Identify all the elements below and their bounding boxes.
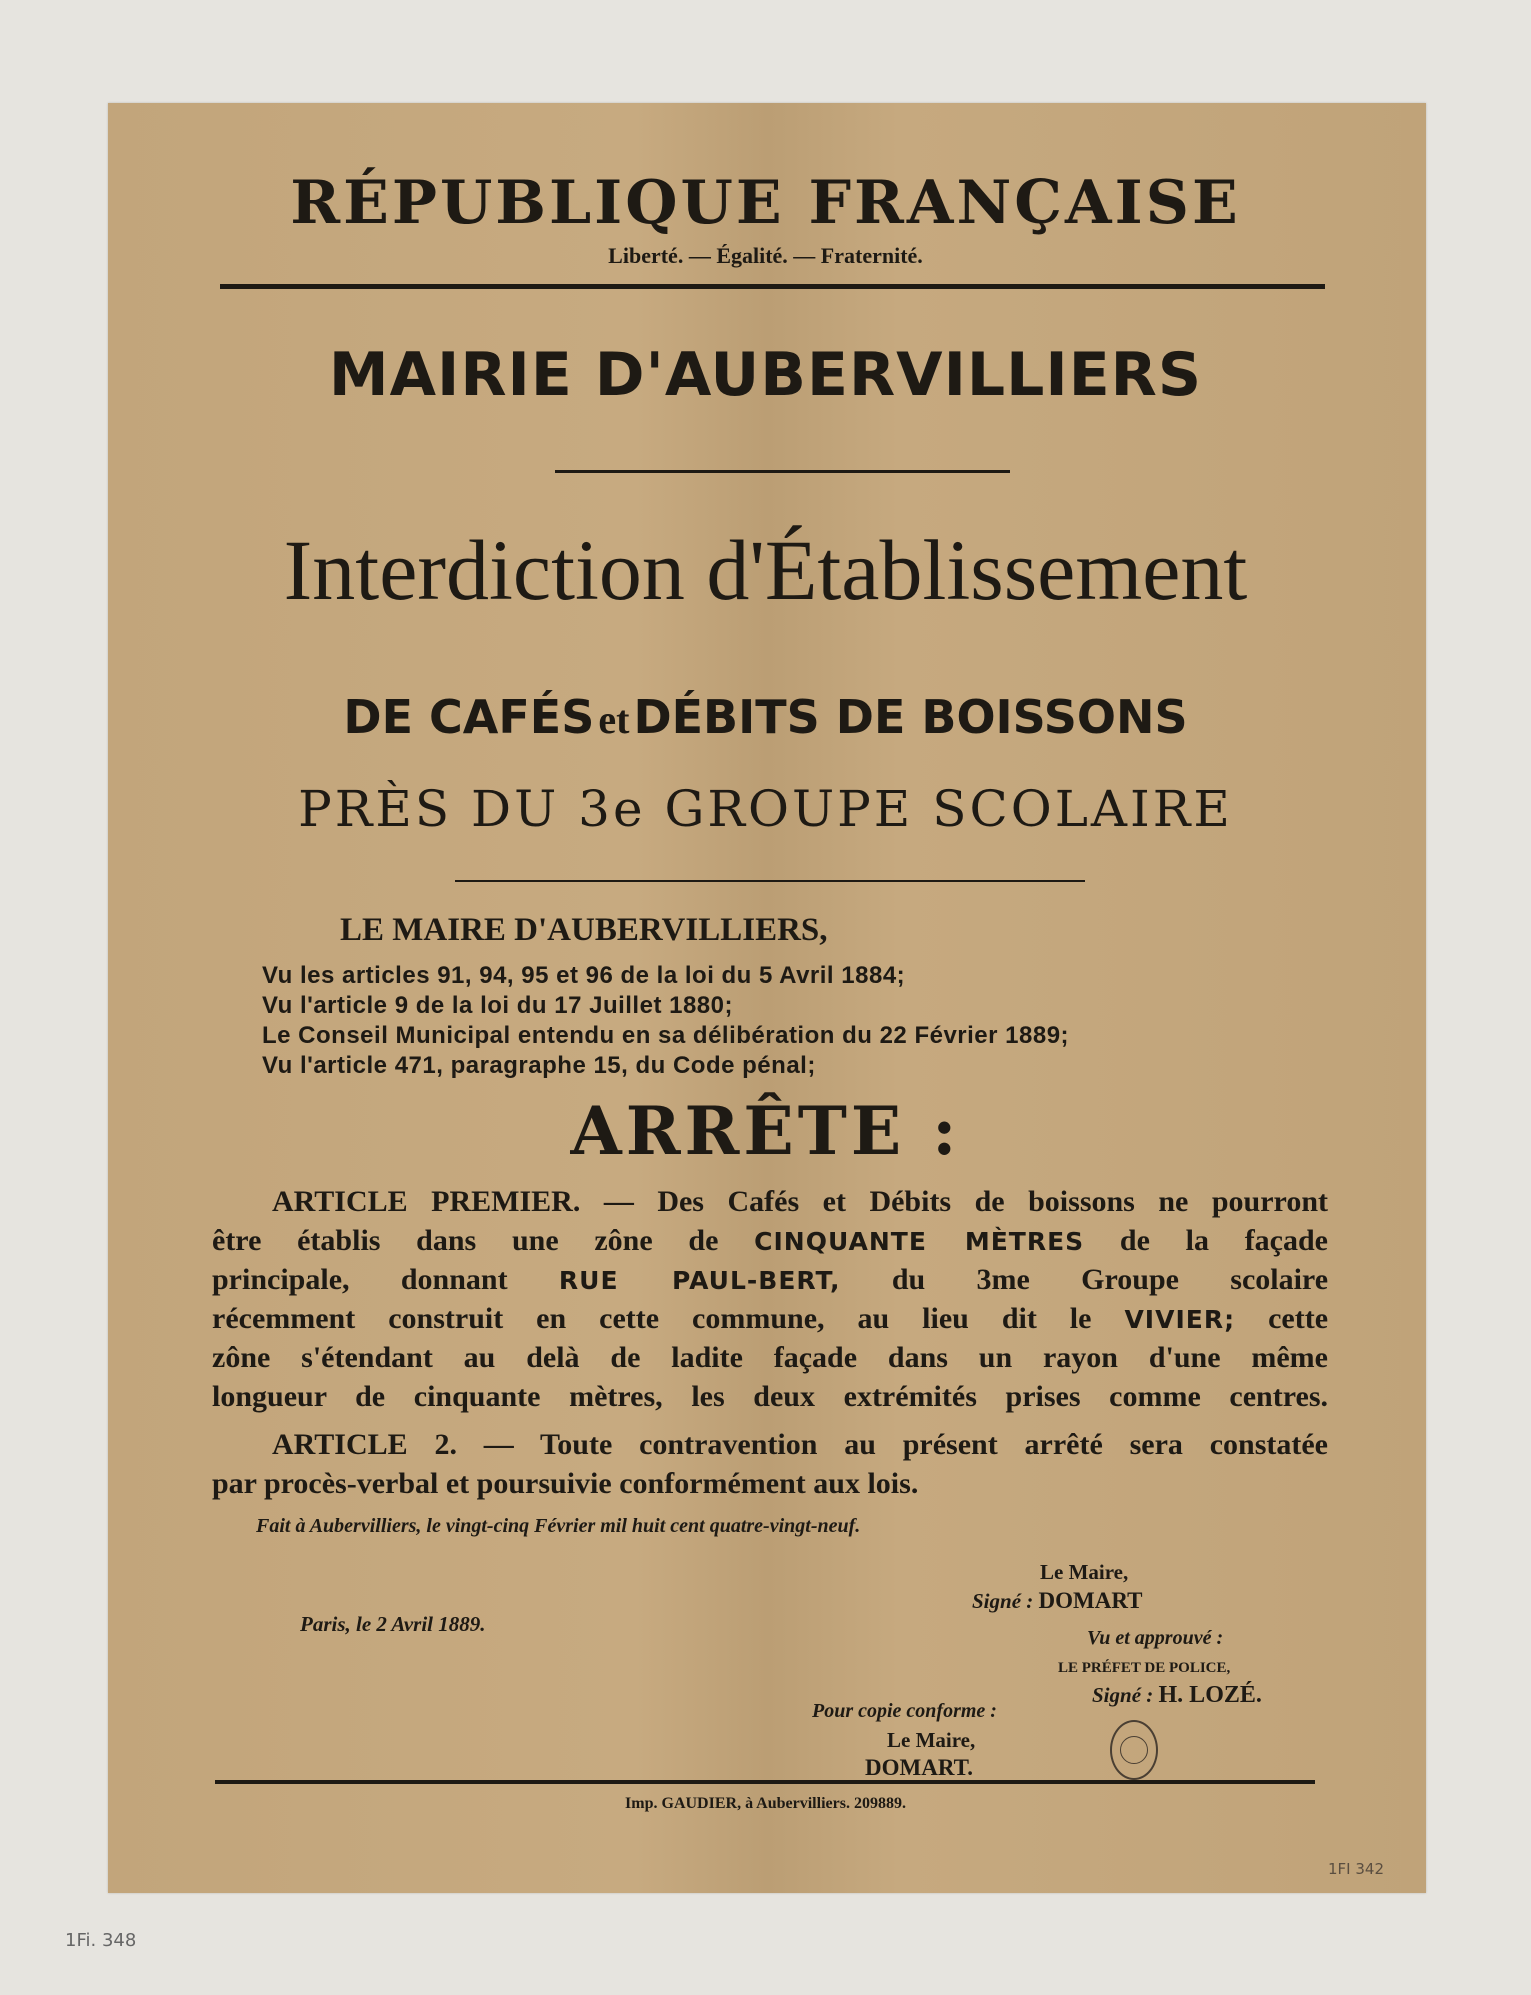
- signe-prefet: [1092, 1682, 1262, 1709]
- article1-line: zône s'étendant au delà de ladite façade dans un rayon d'une même: [212, 1341, 1328, 1374]
- republic-heading: [0, 168, 1531, 238]
- printer-line: Imp. GAUDIER, à Aubervilliers. 209889.: [625, 1795, 906, 1812]
- motto: Liberté. — Égalité. — Fraternité.: [608, 243, 923, 268]
- signe-label: Signé :: [1092, 1683, 1154, 1707]
- copie-name: DOMART.: [865, 1755, 974, 1780]
- mairie-heading-text: MAIRIE D'AUBERVILLIERS: [328, 340, 1203, 410]
- article1-emphasis: VIVIER;: [1124, 1305, 1236, 1334]
- prefet-label: LE PRÉFET DE POLICE,: [1058, 1660, 1231, 1676]
- signe-label: Signé :: [972, 1589, 1034, 1613]
- article1-line: [212, 1263, 1328, 1297]
- article1-emphasis: CINQUANTE MÈTRES: [754, 1227, 1085, 1256]
- article2-line: par procès-verbal et poursuivie conformément aux lois.: [212, 1467, 919, 1500]
- preamble-line: Vu les articles 91, 94, 95 et 96 de la loi du 5 Avril 1884;: [262, 962, 906, 989]
- maire-label: Le Maire,: [1040, 1560, 1129, 1584]
- bottom-rule: [215, 1780, 1315, 1784]
- article2-line: ARTICLE 2. — Toute contravention au présent arrêté sera constatée: [272, 1428, 1328, 1461]
- archives-stamp: [1110, 1720, 1158, 1780]
- stamp-inner-ring: [1120, 1736, 1148, 1764]
- article1-text: être établis dans une zône de: [212, 1224, 719, 1257]
- signe-maire: [972, 1588, 1142, 1614]
- republic-heading-text: RÉPUBLIQUE FRANÇAISE: [290, 168, 1241, 238]
- copie-conforme: Pour copie conforme :: [812, 1700, 997, 1722]
- mairie-heading: [0, 340, 1531, 410]
- subtitle-et: et: [598, 697, 630, 742]
- vu-approuve: Vu et approuvé :: [1087, 1627, 1224, 1649]
- fait-line: Fait à Aubervilliers, le vingt-cinq Février mil huit cent quatre-vingt-neuf.: [256, 1515, 861, 1537]
- ornament-divider: [555, 470, 1010, 473]
- main-title: [0, 520, 1531, 620]
- article1-line: longueur de cinquante mètres, les deux extrémités prises comme centres.: [212, 1380, 1328, 1413]
- preamble-heading: LE MAIRE D'AUBERVILLIERS,: [340, 912, 828, 948]
- ornament-divider-2: [455, 880, 1085, 882]
- archive-mark-mount: 1Fi. 348: [65, 1930, 137, 1951]
- subtitle-groupe-text: PRÈS DU 3e GROUPE SCOLAIRE: [298, 780, 1233, 838]
- article1-emphasis: RUE PAUL-BERT,: [558, 1266, 841, 1295]
- preamble-line: Vu l'article 9 de la loi du 17 Juillet 1880;: [262, 992, 733, 1019]
- article1-text: de la façade: [1119, 1224, 1328, 1257]
- subtitle-debits: DÉBITS DE BOISSONS: [633, 690, 1188, 744]
- arrete-heading-text: ARRÊTE :: [570, 1092, 961, 1170]
- subtitle-cafes: DE CAFÉS: [343, 690, 595, 744]
- maire-name: DOMART: [1038, 1588, 1143, 1613]
- article1-line: [212, 1302, 1328, 1336]
- prefet-name: H. LOZÉ.: [1158, 1682, 1262, 1708]
- main-title-text: Interdiction d'Établissement: [283, 522, 1248, 618]
- preamble-line: Le Conseil Municipal entendu en sa délibération du 22 Février 1889;: [262, 1022, 1070, 1049]
- article1-line: ARTICLE PREMIER. — Des Cafés et Débits de boissons ne pourront: [272, 1185, 1328, 1218]
- article1-text: du 3me Groupe scolaire: [891, 1263, 1329, 1296]
- paris-date: Paris, le 2 Avril 1889.: [300, 1612, 486, 1636]
- arrete-heading: [0, 1092, 1531, 1170]
- preamble-line: Vu l'article 471, paragraphe 15, du Code pénal;: [262, 1052, 816, 1079]
- archive-mark-sheet: 1FI 342: [1328, 1860, 1384, 1878]
- article1-text: récemment construit en cette commune, au lieu dit le: [212, 1302, 1092, 1335]
- subtitle: [0, 690, 1531, 744]
- article1-text: cette: [1268, 1302, 1329, 1335]
- subtitle-groupe: [0, 780, 1531, 838]
- article1-line: [212, 1224, 1328, 1258]
- top-rule: [220, 284, 1325, 289]
- copie-maire: Le Maire,: [887, 1728, 976, 1752]
- article1-text: principale, donnant: [212, 1263, 508, 1296]
